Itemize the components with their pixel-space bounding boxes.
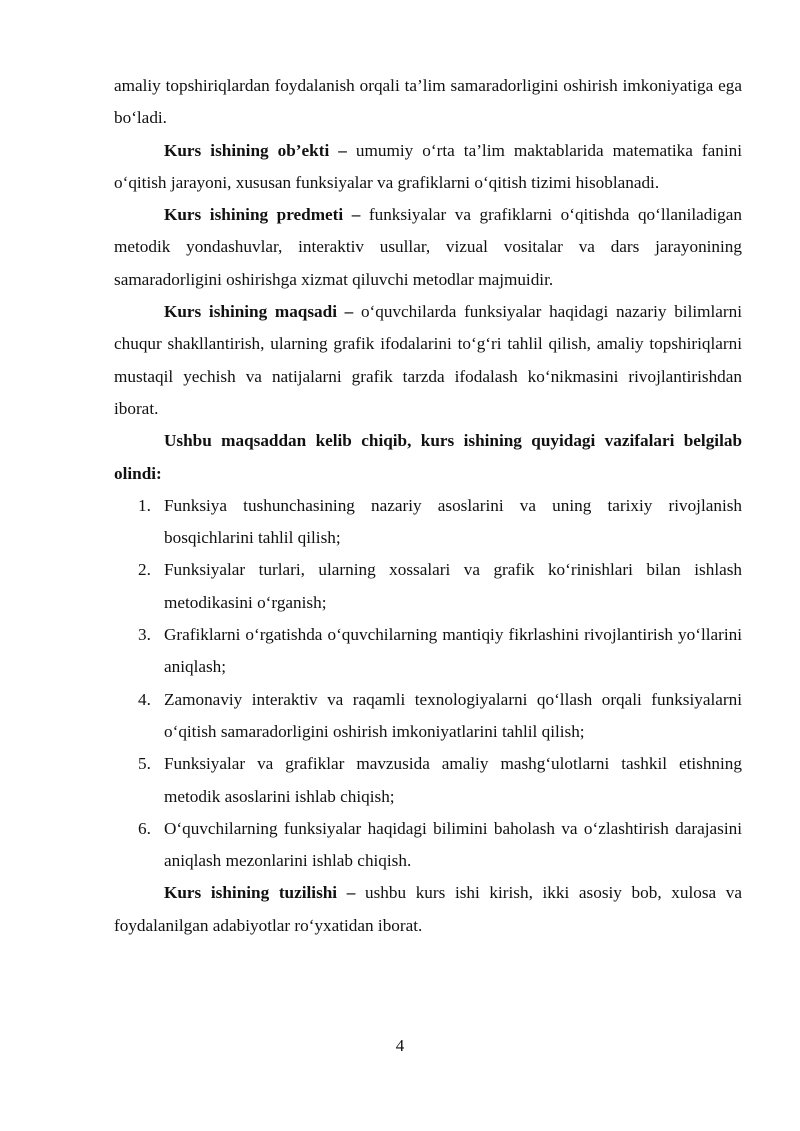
list-item: [114, 619, 742, 684]
list-item-text: Funksiya tushunchasining nazariy asoslarini va uning tarixiy rivojlanish bosqichlarini tahlil qilish;: [164, 495, 742, 548]
list-item-text: Zamonaviy interaktiv va raqamli texnologiyalarni qo‘llash orqali funksiyalarni o‘qitish samaradorligini oshirish imkoniyatlarini tahlil qilish;: [164, 689, 742, 741]
goal-label: Kurs ishining maqsadi –: [164, 302, 354, 322]
structure-text: ushbu kurs ishi kirish, ikki asosiy bob, xulosa va foydalanilgan adabiyotlar ro‘yxatidan iborat.: [114, 883, 743, 935]
list-item: [114, 554, 742, 619]
intro-continuation: amaliy topshiriqlardan foydalanish orqali ta’lim samaradorligini oshirish imkoniyatiga ega bo‘ladi.: [114, 76, 742, 128]
structure-label: Kurs ishining tuzilishi –: [164, 883, 356, 903]
list-item-number: 1.: [138, 495, 151, 515]
subject-text: funksiyalar va grafiklarni o‘qitishda qo‘llaniladigan metodik yondashuvlar, interaktiv usullar, vizual vositalar va dars jarayonining samaradorligini oshirishga xizmat qiluvchi metodlar majmuidir.: [114, 205, 742, 289]
list-item-number: 4.: [138, 689, 151, 709]
list-item-text: Grafiklarni o‘rgatishda o‘quvchilarning mantiqiy fikrlashini rivojlantirish yo‘llarini aniqlash;: [164, 625, 742, 677]
list-item-number: 5.: [138, 754, 151, 774]
tasks-heading: Ushbu maqsaddan kelib chiqib, kurs ishining quyidagi vazifalari belgilab olindi:: [114, 431, 742, 483]
list-item-number: 6.: [138, 818, 151, 838]
object-text: umumiy o‘rta ta’lim maktablarida matematika fanini o‘qitish jarayoni, xususan funksiyalar va grafiklarni o‘qitish tizimi hisoblanadi.: [114, 140, 743, 192]
tasks-list: [114, 490, 742, 878]
page-number: 4: [395, 1036, 405, 1055]
list-item-text: O‘quvchilarning funksiyalar haqidagi bilimini baholash va o‘zlashtirish darajasini aniqlash mezonlarini ishlab chiqish.: [164, 818, 742, 871]
list-item-number: 3.: [138, 625, 151, 645]
subject-label: Kurs ishining predmeti –: [164, 205, 361, 225]
list-item-text: Funksiyalar va grafiklar mavzusida amaliy mashg‘ulotlarni tashkil etishning metodik asoslarini ishlab chiqish;: [164, 754, 742, 806]
list-item: [114, 748, 742, 813]
object-label: Kurs ishining ob’ekti –: [164, 140, 347, 160]
list-item: [114, 490, 742, 555]
list-item-number: 2.: [138, 560, 151, 580]
list-item-text: Funksiyalar turlari, ularning xossalari va grafik ko‘rinishlari bilan ishlash metodikasini o‘rganish;: [164, 560, 742, 612]
object-paragraph: [114, 135, 742, 200]
list-item: [114, 684, 742, 749]
goal-paragraph: [114, 296, 742, 425]
subject-paragraph: [114, 199, 742, 296]
document-page: [114, 70, 742, 942]
list-item: [114, 813, 742, 878]
goal-text: o‘quvchilarda funksiyalar haqidagi nazariy bilimlarni chuqur shakllantirish, ularning grafik ifodalarini to‘g‘ri tahlil qilish, amaliy topshiriqlarni mustaqil yechish va natijalarni grafik tarzda ifodalash ko‘nikmasini rivojlantirishdan iborat.: [114, 302, 742, 418]
structure-paragraph: [114, 877, 742, 942]
